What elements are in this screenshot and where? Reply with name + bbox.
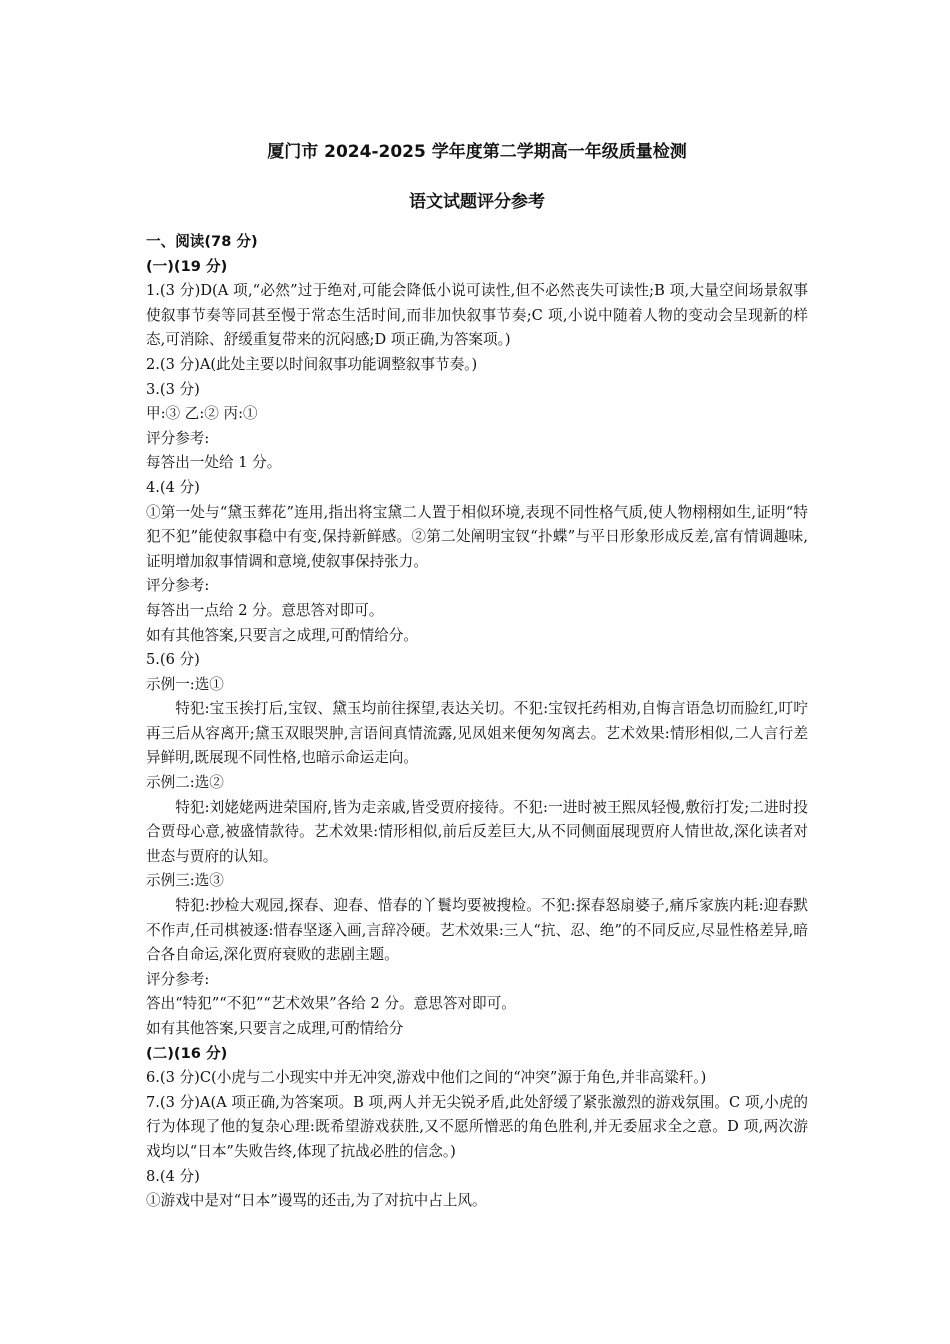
scoring-rule-q5-1: 答出“特犯”“不犯”“艺术效果”各给 2 分。意思答对即可。 <box>146 995 516 1013</box>
section-heading-reading: 一、阅读(78 分) <box>146 233 258 250</box>
scoring-rule-q5-2: 如有其他答案,只要言之成理,可酌情给分 <box>146 1020 404 1037</box>
example-2-heading: 示例二:选② <box>146 774 224 792</box>
part-heading-1: (一)(19 分) <box>146 257 228 275</box>
scoring-rule-q3: 每答出一处给 1 分。 <box>146 454 282 472</box>
example-3-text: 特犯:抄检大观园,探春、迎春、惜春的丫鬟均要被搜检。不犯:探春怒扇婆子,痛斥家族内耗:迎春默不作声,任司棋被逐:惜春坚逐入画,言辞冷硬。艺术效果:三人“抗、忍、绝”的不同反应,尽显性格差异,暗合各自命运,深化贾府衰败的悲剧主题。 <box>146 897 808 964</box>
question-q8-heading: 8.(4 分) <box>146 1167 200 1185</box>
scoring-ref-label-q3: 评分参考: <box>146 429 210 447</box>
scoring-ref-label-q4: 评分参考: <box>146 577 210 595</box>
example-3-heading: 示例三:选③ <box>146 872 224 890</box>
answer-q7: 7.(3 分)A(A 项正确,为答案项。B 项,两人并无尖锐矛盾,此处舒缓了紧张激烈的游戏氛围。C 项,小虎的行为体现了他的复杂心理:既希望游戏获胜,又不愿所憎恶的角色胜利,并无委屈求全之意。D 项,两次游戏均以“日本”失败告终,体现了抗战必胜的信念。) <box>146 1093 808 1160</box>
question-q5-heading: 5.(6 分) <box>146 651 200 669</box>
scoring-rule-q4-1: 每答出一点给 2 分。意思答对即可。 <box>146 601 384 619</box>
answer-q2: 2.(3 分)A(此处主要以时间叙事功能调整叙事节奏。) <box>146 355 478 373</box>
answer-q3: 甲:③ 乙:② 丙:① <box>146 405 258 423</box>
answer-q4: ①第一处与“黛玉葬花”连用,指出将宝黛二人置于相似环境,表现不同性格气质,使人物栩栩如生,证明“特犯不犯”能使叙事稳中有变,保持新鲜感。②第二处阐明宝钗“扑蝶”与平日形象形成反差,富有情调趣味,证明增加叙事情调和意境,使叙事保持张力。 <box>146 503 808 570</box>
example-2-text: 特犯:刘姥姥两进荣国府,皆为走亲戚,皆受贾府接待。不犯:一进时被王熙凤轻慢,敷衍打发;二进时投合贾母心意,被盛情款待。艺术效果:情形相似,前后反差巨大,从不同侧面展现贾府人情世故,深化读者对世态与贾府的认知。 <box>146 798 808 865</box>
answer-q8: ①游戏中是对“日本”谩骂的还击,为了对抗中占上风。 <box>146 1192 487 1210</box>
question-q3-heading: 3.(3 分) <box>146 380 200 398</box>
scoring-rule-q4-2: 如有其他答案,只要言之成理,可酌情给分。 <box>146 626 418 644</box>
document-page <box>146 138 808 1214</box>
answer-q1: 1.(3 分)D(A 项,“必然”过于绝对,可能会降低小说可读性,但不必然丧失可读性;B 项,大量空间场景叙事使叙事节奏等同甚至慢于常态生活时间,而非加快叙事节奏;C 项,小说中随着人物的变动会呈现新的样态,可消除、舒缓重复带来的沉闷感;D 项正确,为答案项。) <box>146 282 808 349</box>
document-subtitle: 语文试题评分参考 <box>409 192 545 212</box>
example-1-heading: 示例一:选① <box>146 675 224 693</box>
part-heading-2: (二)(16 分) <box>146 1044 228 1062</box>
question-q4-heading: 4.(4 分) <box>146 478 200 496</box>
answer-q6: 6.(3 分)C(小虎与二小现实中并无冲突,游戏中他们之间的“冲突”源于角色,并非高粱秆。) <box>146 1069 707 1087</box>
example-1-text: 特犯:宝玉挨打后,宝钗、黛玉均前往探望,表达关切。不犯:宝钗托药相劝,自悔言语急切而脸红,叮咛再三后从容离开;黛玉双眼哭肿,言语间真情流露,见凤姐来便匆匆离去。艺术效果:情形相似,二人言行差异鲜明,既展现不同性格,也暗示命运走向。 <box>146 700 808 767</box>
document-title: 厦门市 2024-2025 学年度第二学期高一年级质量检测 <box>267 142 687 162</box>
scoring-ref-label-q5: 评分参考: <box>146 970 210 988</box>
